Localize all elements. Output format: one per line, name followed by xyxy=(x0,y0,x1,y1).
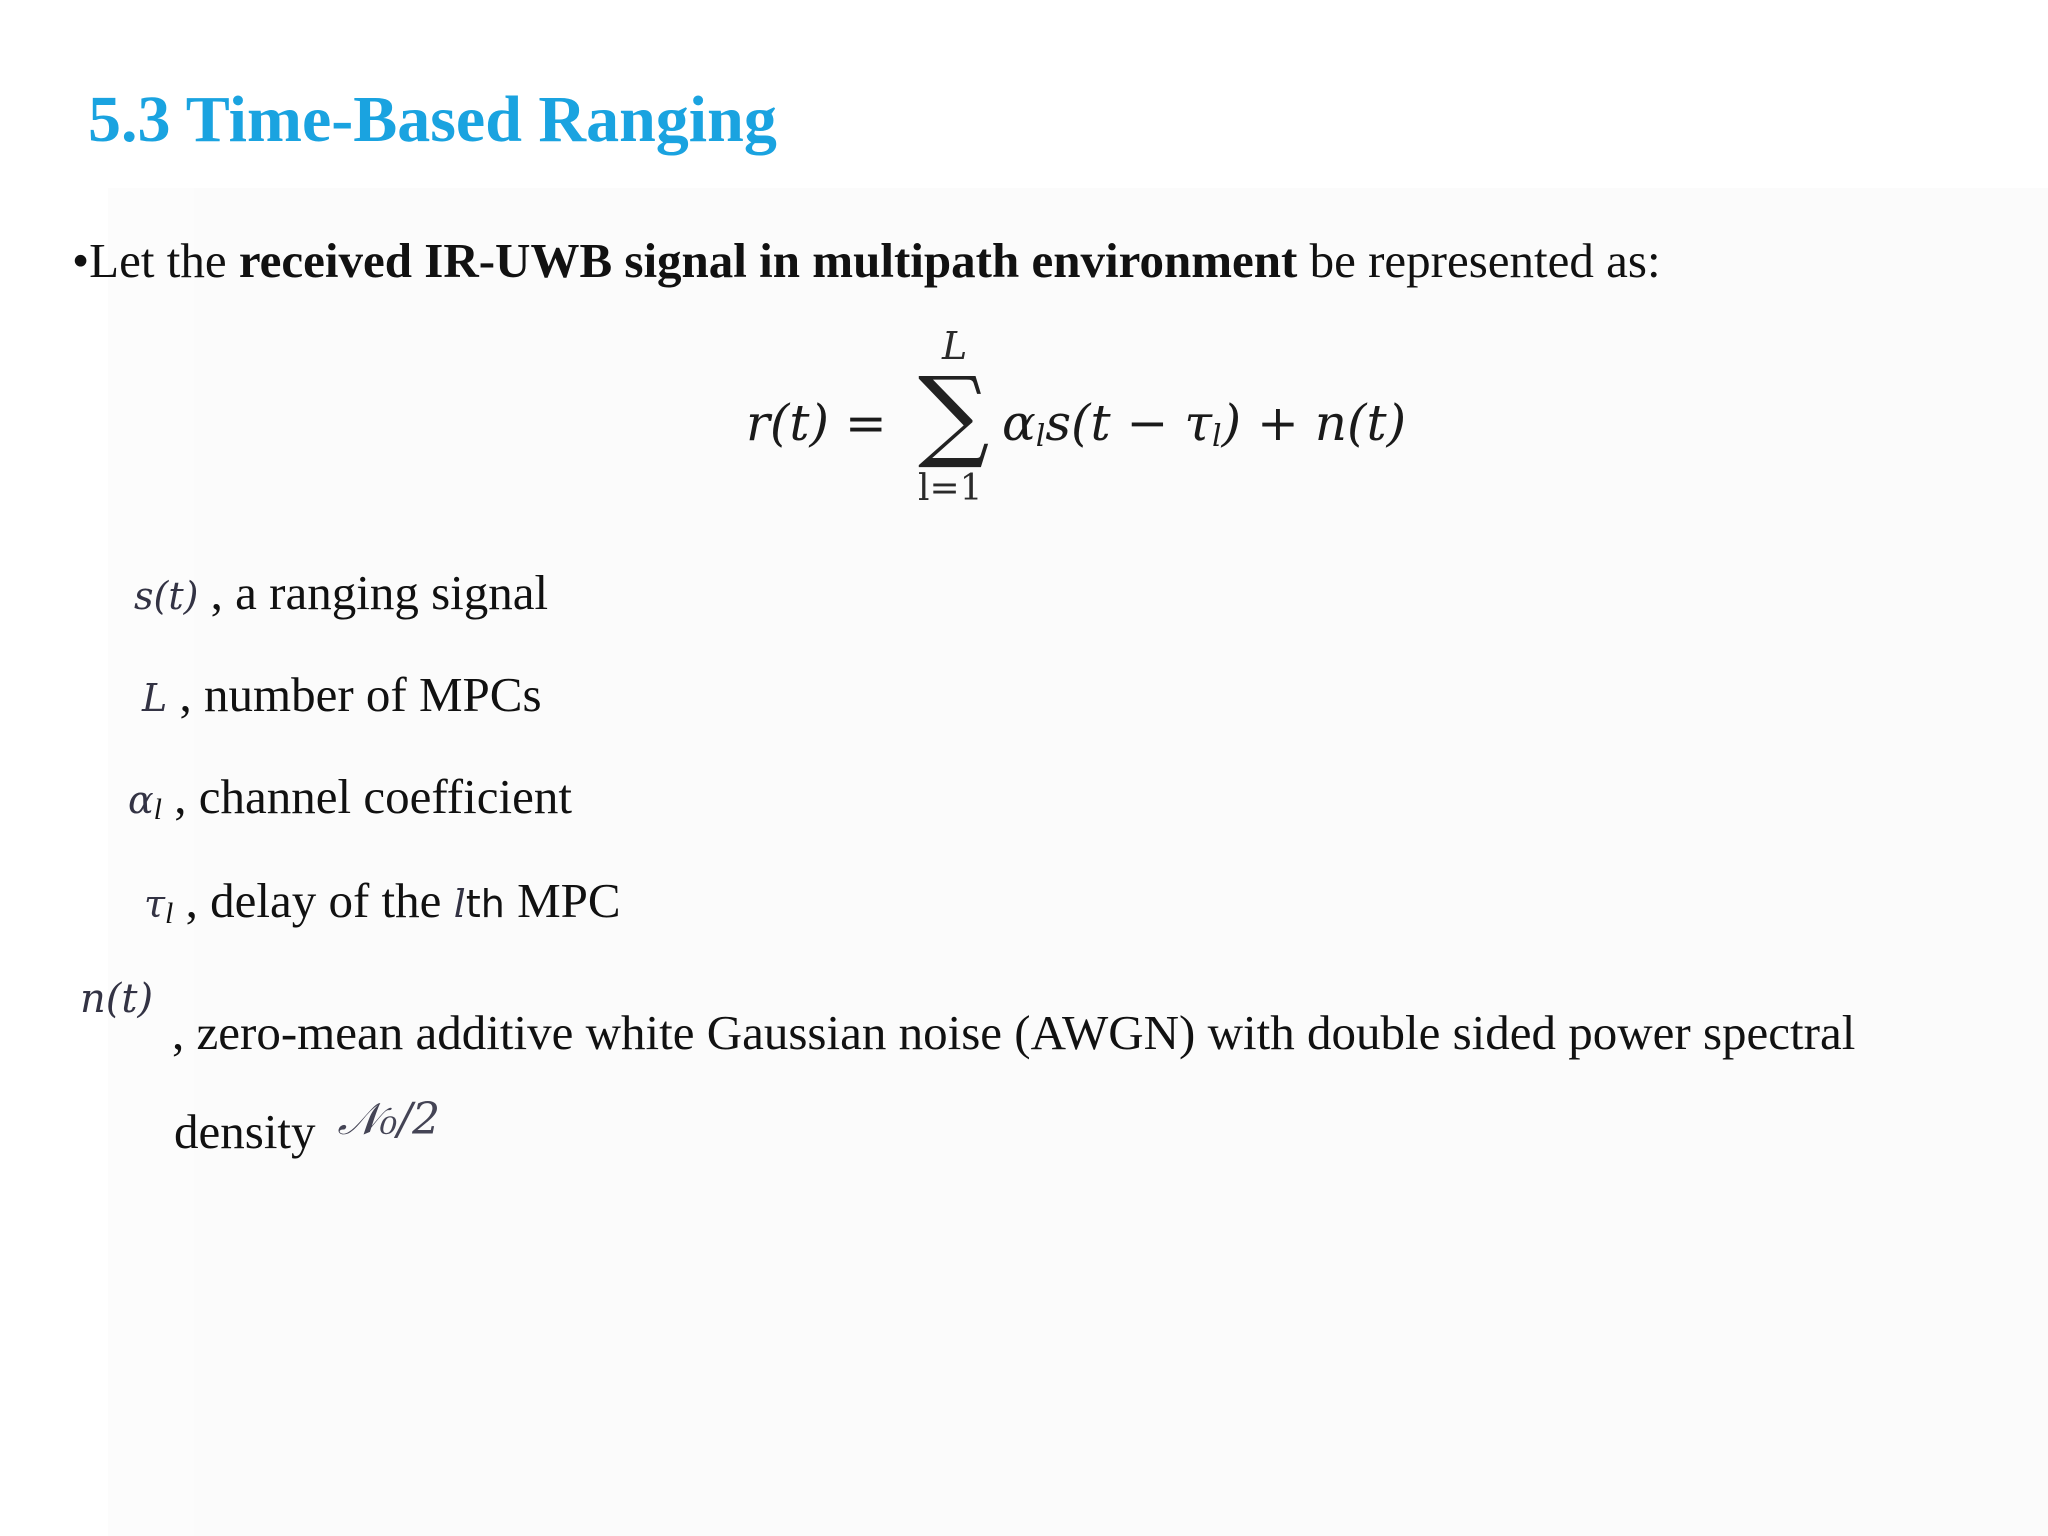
sum-upper-limit: L xyxy=(942,324,968,368)
rhs-alpha: α xyxy=(1002,394,1036,452)
symbol-tau-sub: l xyxy=(165,897,174,930)
density-symbol: 𝒩₀/2 xyxy=(337,1094,441,1145)
symbol-tau: τ xyxy=(144,882,166,926)
slide-title: 5.3 Time-Based Ranging xyxy=(88,83,777,156)
symbol-n-of-t: n(t) xyxy=(80,976,154,1022)
equation-lhs-text: r(t) = xyxy=(746,394,887,452)
inline-th-suffix: th xyxy=(465,882,505,926)
symbol-alpha-sub: l xyxy=(153,793,163,826)
definition-channel-coefficient-text: , channel coefficient xyxy=(162,769,572,824)
symbol-alpha: α xyxy=(128,778,154,822)
symbol-s-of-t: s(t) xyxy=(134,574,199,618)
inline-l-symbol: l xyxy=(453,882,466,926)
rhs-alpha-sub: l xyxy=(1035,419,1046,454)
intro-bullet xyxy=(72,232,1661,289)
equation-lhs xyxy=(746,394,887,452)
definition-delay-end: MPC xyxy=(504,873,621,928)
noise-description-line2 xyxy=(174,1094,440,1160)
definition-signal-text: , a ranging signal xyxy=(198,565,549,620)
noise-description-line1: , zero-mean additive white Gaussian noise (AWGN) with double sided power spectral xyxy=(172,1005,1856,1060)
received-signal-equation xyxy=(746,318,1426,518)
rhs-end: ) + n(t) xyxy=(1221,394,1407,452)
intro-suffix: be represented as: xyxy=(1297,233,1661,288)
definition-mpc-count xyxy=(142,666,542,723)
intro-bold: received IR-UWB signal in multipath environment xyxy=(238,233,1298,288)
definition-channel-coefficient xyxy=(128,768,572,827)
density-word: density xyxy=(174,1104,316,1159)
definition-delay-text: , delay of the xyxy=(173,873,454,928)
rhs-mid: s(t − τ xyxy=(1045,394,1212,452)
equation-rhs xyxy=(1002,394,1406,454)
sum-symbol: ∑ xyxy=(918,355,990,472)
definition-delay xyxy=(144,872,621,931)
definition-signal xyxy=(134,564,548,621)
sum-lower-limit: l=1 xyxy=(918,468,983,509)
definition-mpc-count-text: , number of MPCs xyxy=(167,667,542,722)
intro-prefix: Let the xyxy=(89,233,239,288)
bullet-marker: • xyxy=(72,233,90,288)
rhs-tau-sub: l xyxy=(1211,419,1222,454)
symbol-L: L xyxy=(142,676,168,720)
